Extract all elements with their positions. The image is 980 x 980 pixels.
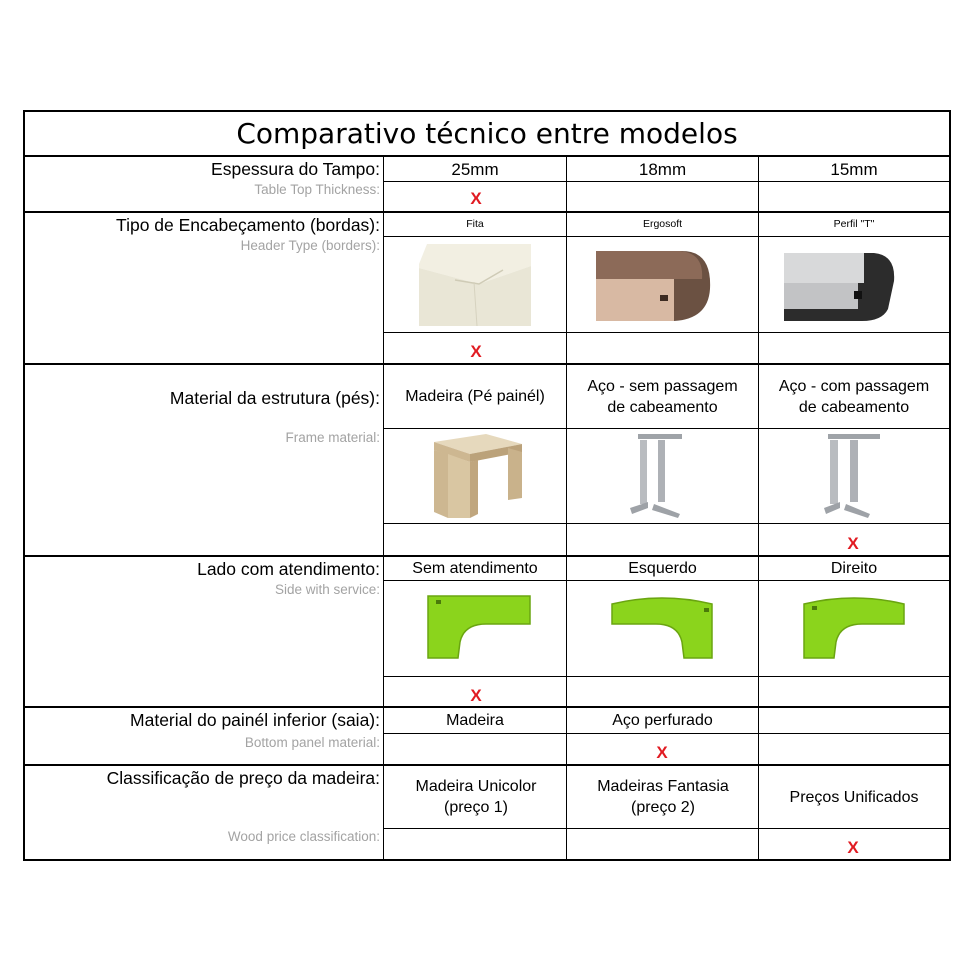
selected-mark: X [470, 342, 482, 361]
edge-perfil-t-image [784, 251, 900, 321]
side-label: Lado com atendimento: [197, 559, 380, 579]
side-sublabel: Side with service: [274, 582, 380, 597]
side-direito-image [800, 592, 908, 662]
side-option-sem[interactable]: Sem atendimento [412, 560, 538, 577]
edge-sublabel: Header Type (borders): [240, 238, 380, 253]
selected-mark: X [470, 189, 482, 208]
price-sublabel: Wood price classification: [227, 829, 380, 844]
frame-option-aco-sem[interactable]: Aço - sem passagem de cabeamento [587, 377, 738, 416]
frame-label: Material da estrutura (pés): [169, 388, 380, 408]
panel-label: Material do painél inferior (saia): [130, 710, 380, 730]
side-option-direito[interactable]: Direito [830, 560, 878, 577]
edge-option-perfil-t[interactable]: Perfil "T" [833, 218, 875, 230]
thickness-label: Espessura do Tampo: [211, 159, 380, 179]
frame-madeira-image [424, 434, 524, 520]
frame-sublabel: Frame material: [285, 430, 380, 445]
panel-option-madeira[interactable]: Madeira [446, 712, 504, 729]
edge-option-fita[interactable]: Fita [466, 218, 484, 230]
selected-mark: X [656, 743, 668, 762]
page-title: Comparativo técnico entre modelos [236, 117, 738, 150]
thickness-sublabel: Table Top Thickness: [254, 182, 380, 197]
price-label: Classificação de preço da madeira: [106, 768, 380, 788]
price-option-unificados[interactable]: Preços Unificados [789, 788, 919, 806]
edge-option-ergosoft[interactable]: Ergosoft [642, 218, 683, 230]
thickness-option-25mm[interactable]: 25mm [451, 159, 499, 179]
selected-mark: X [847, 838, 859, 857]
side-sem-image [424, 592, 532, 662]
thickness-option-18mm[interactable]: 18mm [638, 159, 687, 179]
panel-option-aco-perfurado[interactable]: Aço perfurado [612, 712, 713, 729]
price-option-unicolor[interactable]: Madeira Unicolor (preço 1) [415, 778, 537, 816]
thickness-option-15mm[interactable]: 15mm [830, 159, 878, 179]
side-esquerdo-image [608, 592, 716, 662]
selected-mark: X [470, 686, 482, 705]
panel-sublabel: Bottom panel material: [244, 735, 380, 750]
frame-aco-com-image [820, 432, 884, 522]
edge-ergosoft-image [596, 249, 712, 321]
edge-fita-image [419, 240, 531, 326]
frame-option-madeira[interactable]: Madeira (Pé painél) [405, 388, 545, 405]
side-option-esquerdo[interactable]: Esquerdo [628, 560, 697, 577]
edge-label: Tipo de Encabeçamento (bordas): [116, 215, 380, 235]
price-option-fantasia[interactable]: Madeiras Fantasia (preço 2) [597, 778, 729, 816]
frame-option-aco-com[interactable]: Aço - com passagem de cabeamento [778, 377, 930, 416]
frame-aco-sem-image [624, 432, 688, 522]
selected-mark: X [847, 534, 859, 553]
